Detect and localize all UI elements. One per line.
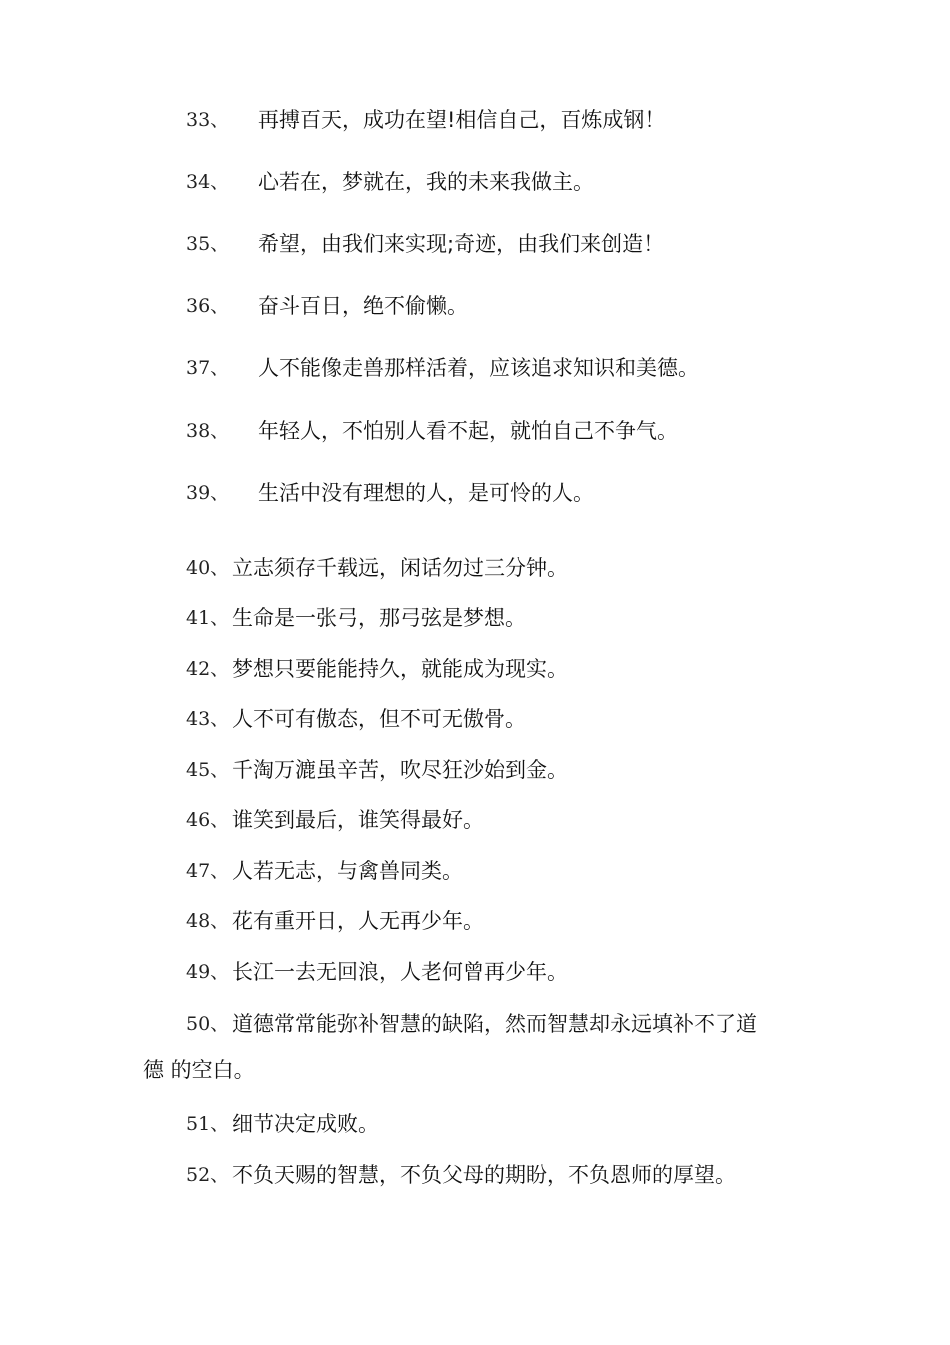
item-number: 46、 bbox=[186, 809, 230, 831]
item-number: 52、 bbox=[186, 1164, 230, 1186]
item-text: 心若在，梦就在，我的未来我做主。 bbox=[258, 170, 594, 194]
item-text: 人若无志，与禽兽同类。 bbox=[232, 859, 463, 883]
item-text: 千淘万漉虽辛苦，吹尽狂沙始到金。 bbox=[232, 758, 568, 782]
item-text: 梦想只要能能持久，就能成为现实。 bbox=[232, 657, 568, 681]
item-number: 35、 bbox=[186, 233, 230, 255]
item-number: 33、 bbox=[186, 109, 230, 131]
item-number: 43、 bbox=[186, 708, 230, 730]
item-text: 长江一去无回浪，人老何曾再少年。 bbox=[232, 960, 568, 984]
item-text: 花有重开日，人无再少年。 bbox=[232, 909, 484, 933]
item-number: 51、 bbox=[186, 1113, 230, 1135]
item-number: 45、 bbox=[186, 759, 230, 781]
item-text: 细节决定成败。 bbox=[232, 1112, 379, 1136]
item-number: 48、 bbox=[186, 910, 230, 932]
item-text-continuation: 德 的空白。 bbox=[143, 1058, 255, 1082]
item-number: 47、 bbox=[186, 860, 230, 882]
item-text: 奋斗百日，绝不偷懒。 bbox=[258, 294, 468, 318]
item-text: 不负天赐的智慧，不负父母的期盼，不负恩师的厚望。 bbox=[232, 1163, 736, 1187]
item-text: 再搏百天，成功在望!相信自己，百炼成钢！ bbox=[258, 108, 666, 132]
item-number: 38、 bbox=[186, 420, 230, 442]
item-number: 36、 bbox=[186, 295, 230, 317]
item-text: 生命是一张弓，那弓弦是梦想。 bbox=[232, 606, 526, 630]
item-number: 37、 bbox=[186, 357, 230, 379]
item-number: 42、 bbox=[186, 658, 230, 680]
item-number: 39、 bbox=[186, 482, 230, 504]
item-text: 生活中没有理想的人，是可怜的人。 bbox=[258, 481, 594, 505]
item-text: 立志须存千载远，闲话勿过三分钟。 bbox=[232, 556, 568, 580]
item-number: 41、 bbox=[186, 607, 230, 629]
item-number: 34、 bbox=[186, 171, 230, 193]
item-text: 希望，由我们来实现;奇迹，由我们来创造！ bbox=[258, 232, 665, 256]
item-text: 年轻人，不怕别人看不起，就怕自己不争气。 bbox=[258, 419, 678, 443]
item-text: 道德常常能弥补智慧的缺陷，然而智慧却永远填补不了道 bbox=[232, 1012, 757, 1036]
item-text: 人不可有傲态，但不可无傲骨。 bbox=[232, 707, 526, 731]
item-text: 人不能像走兽那样活着，应该追求知识和美德。 bbox=[258, 356, 699, 380]
item-number: 50、 bbox=[186, 1013, 230, 1035]
item-number: 40、 bbox=[186, 557, 230, 579]
item-number: 49、 bbox=[186, 961, 230, 983]
item-text: 谁笑到最后，谁笑得最好。 bbox=[232, 808, 484, 832]
